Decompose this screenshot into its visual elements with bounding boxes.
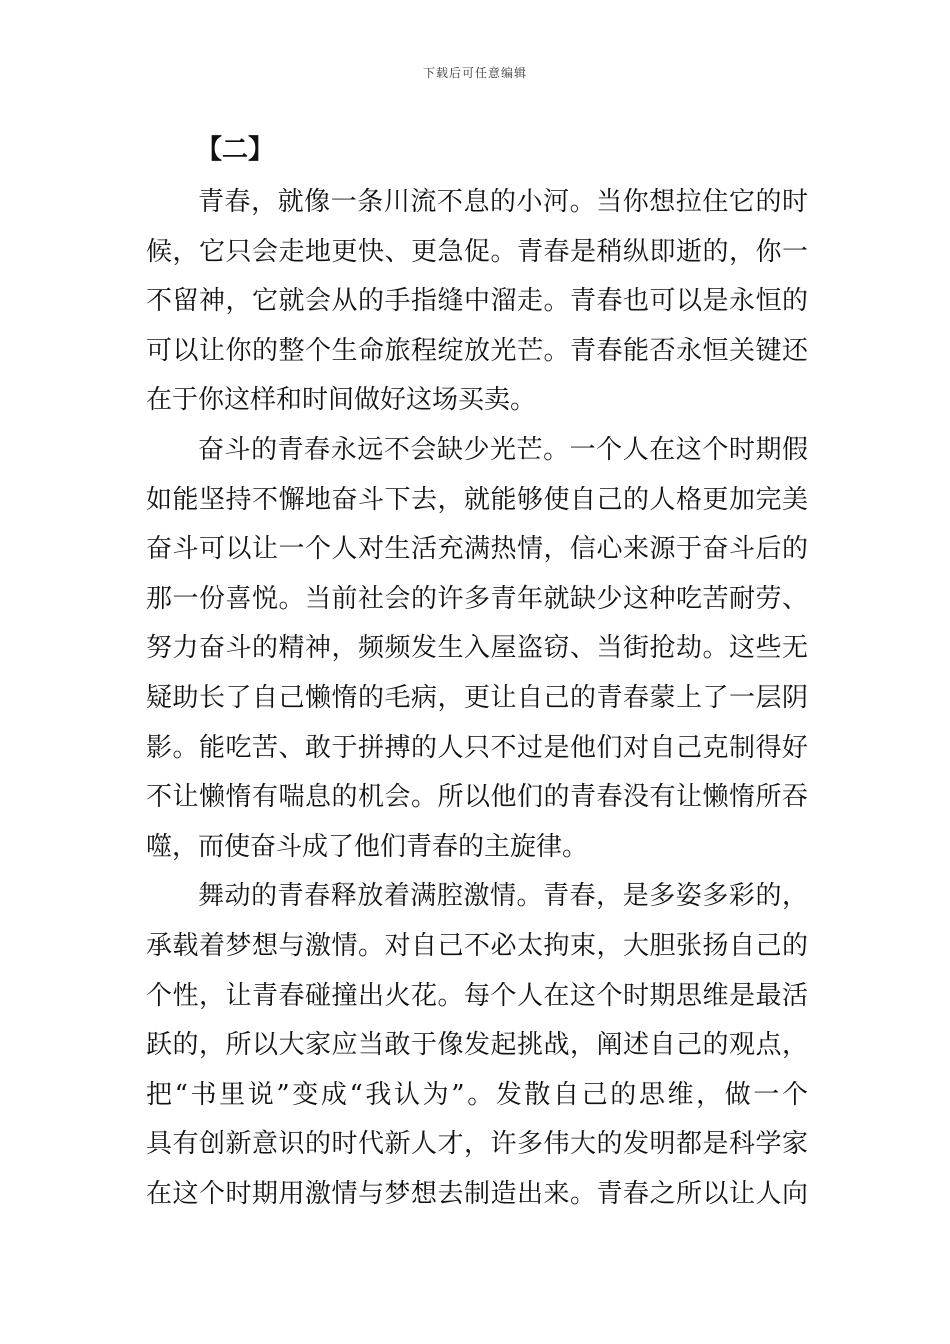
paragraph-1-line-1: 青春，就像一条川流不息的小河。当你想拉住它的时 bbox=[198, 187, 808, 217]
paragraph-2-line-2: 如能坚持不懈地奋斗下去，就能够使自己的人格更加完美 bbox=[146, 484, 808, 515]
paragraph-3-line-3: 个性，让青春碰撞出火花。每个人在这个时期思维是最活 bbox=[146, 980, 808, 1011]
page-header: 下载后可任意编辑 bbox=[422, 66, 527, 80]
paragraph-1-line-3: 不留神，它就会从的手指缝中溜走。青春也可以是永恒的 bbox=[146, 286, 808, 317]
paragraph-2-line-4: 那一份喜悦。当前社会的许多青年就缺少这种吃苦耐劳、 bbox=[146, 583, 808, 614]
paragraph-2-line-7: 影。能吃苦、敢于拼搏的人只不过是他们对自己克制得好 bbox=[146, 732, 808, 763]
paragraph-2-line-9: 噬，而使奋斗成了他们青春的主旋律。 bbox=[146, 831, 589, 862]
paragraph-3-line-7: 在这个时期用激情与梦想去制造出来。青春之所以让人向 bbox=[146, 1178, 808, 1209]
paragraph-1-line-5: 在于你这样和时间做好这场买卖。 bbox=[146, 385, 537, 416]
paragraph-2-line-5: 努力奋斗的精神，频频发生入屋盗窃、当街抢劫。这些无 bbox=[146, 633, 808, 664]
paragraph-3-line-1: 舞动的青春释放着满腔激情。青春，是多姿多彩的， bbox=[198, 881, 808, 912]
paragraph-1-line-4: 可以让你的整个生命旅程绽放光芒。青春能否永恒关键还 bbox=[146, 335, 808, 366]
paragraph-1-line-2: 候，它只会走地更快、更急促。青春是稍纵即逝的，你一 bbox=[146, 236, 808, 267]
paragraph-3-line-4: 跃的，所以大家应当敢于像发起挑战，阐述自己的观点， bbox=[146, 1030, 808, 1061]
document-body bbox=[146, 178, 808, 1219]
paragraph-2-line-8: 不让懒惰有喘息的机会。所以他们的青春没有让懒惰所吞 bbox=[146, 782, 808, 813]
paragraph-2-line-3: 奋斗可以让一个人对生活充满热情，信心来源于奋斗后的 bbox=[146, 534, 808, 565]
paragraph-2-line-1: 奋斗的青春永远不会缺少光芒。一个人在这个时期假 bbox=[198, 434, 808, 465]
paragraph-2-line-6: 疑助长了自己懒惰的毛病，更让自己的青春蒙上了一层阴 bbox=[146, 682, 808, 713]
section-title: 【二】 bbox=[196, 135, 275, 165]
paragraph-3-line-2: 承载着梦想与激情。对自己不必太拘束，大胆张扬自己的 bbox=[146, 930, 808, 961]
paragraph-3-line-5: 把“书里说”变成“我认为”。发散自己的思维，做一个 bbox=[146, 1079, 808, 1110]
paragraph-3-line-6: 具有创新意识的时代新人才，许多伟大的发明都是科学家 bbox=[146, 1129, 808, 1160]
